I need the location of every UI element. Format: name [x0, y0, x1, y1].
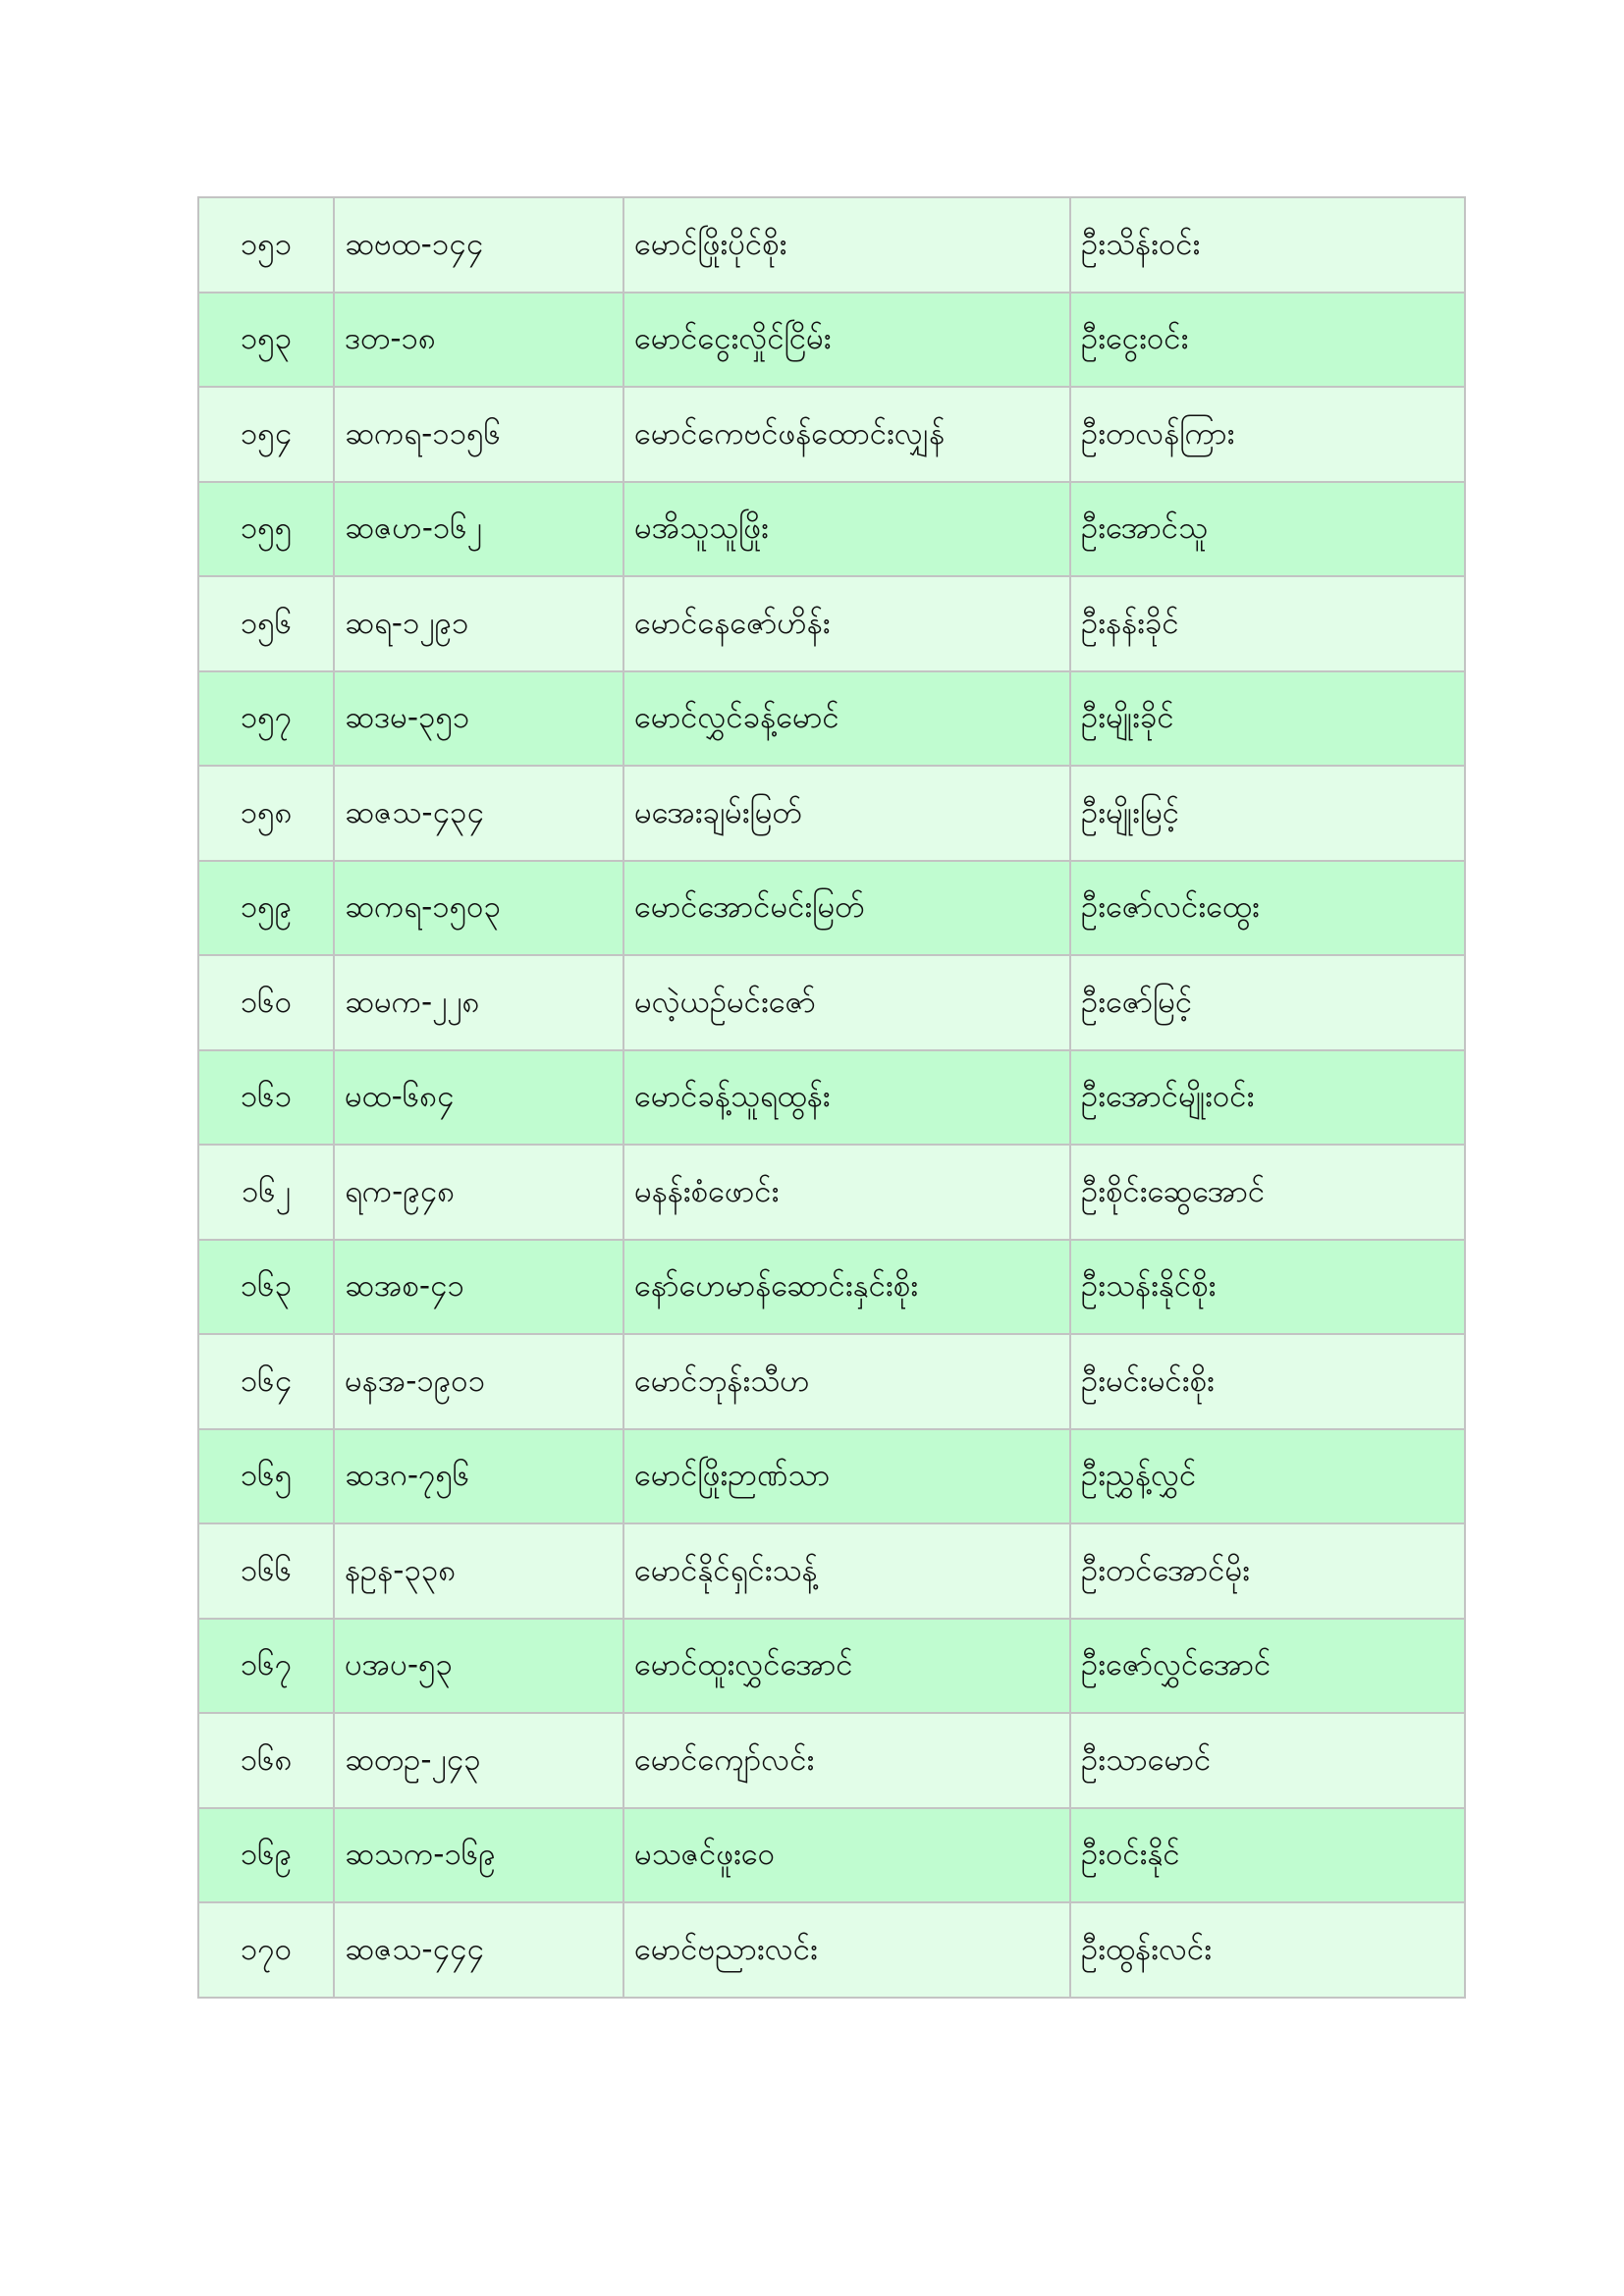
serial-number-cell: ၁၅၈	[198, 766, 334, 861]
table-row	[198, 861, 1465, 956]
table-row	[198, 197, 1465, 293]
roll-id-cell: ရက-၉၄၈	[334, 1145, 623, 1240]
roll-id-cell: ဆသက-၁၆၉	[334, 1808, 623, 1903]
father-name-cell: ဦးမျိုးခိုင်	[1070, 671, 1465, 767]
roll-id-cell: ဆမက-၂၂၈	[334, 955, 623, 1050]
student-name-cell: မောင်ထူးလွှင်အောင်	[623, 1619, 1070, 1714]
father-name-cell: ဦးဝင်းနိုင်	[1070, 1808, 1465, 1903]
table-row	[198, 1902, 1465, 1998]
table-body	[198, 197, 1465, 1998]
serial-number-cell: ၁၆၈	[198, 1713, 334, 1808]
table-row	[198, 1619, 1465, 1714]
student-name-cell: မောင်နိုင်ရှင်းသန့်	[623, 1523, 1070, 1619]
father-name-cell: ဦးဇော်လွှင်အောင်	[1070, 1619, 1465, 1714]
table-row	[198, 1523, 1465, 1619]
student-name-cell: နော်ဟေမာန်ဆောင်းနှင်းစိုး	[623, 1240, 1070, 1335]
roll-id-cell: ဆရ-၁၂၉၁	[334, 576, 623, 671]
serial-number-cell: ၁၆၄	[198, 1334, 334, 1429]
serial-number-cell: ၁၆၉	[198, 1808, 334, 1903]
roll-id-cell: မထ-၆၈၄	[334, 1050, 623, 1146]
father-name-cell: ဦးသာမောင်	[1070, 1713, 1465, 1808]
table-row	[198, 671, 1465, 767]
student-name-cell: မောင်အောင်မင်းမြတ်	[623, 861, 1070, 956]
table-row	[198, 1050, 1465, 1146]
student-name-cell: မလဲ့ယဉ်မင်းဇော်	[623, 955, 1070, 1050]
table-row	[198, 482, 1465, 577]
roll-id-cell: နဥန-၃၃၈	[334, 1523, 623, 1619]
table-row	[198, 293, 1465, 388]
student-name-cell: မောင်ဗညားလင်း	[623, 1902, 1070, 1998]
student-name-cell: မောင်လွှင်ခန့်မောင်	[623, 671, 1070, 767]
father-name-cell: ဦးသန်းနိုင်စိုး	[1070, 1240, 1465, 1335]
roll-id-cell: ဆအစ-၄၁	[334, 1240, 623, 1335]
father-name-cell: ဦးတလန်ကြား	[1070, 387, 1465, 482]
serial-number-cell: ၁၇၀	[198, 1902, 334, 1998]
student-name-cell: မသဇင်ဖူးဝေ	[623, 1808, 1070, 1903]
student-name-cell: မအိသူသူဖြိုး	[623, 482, 1070, 577]
serial-number-cell: ၁၅၉	[198, 861, 334, 956]
table-row	[198, 1808, 1465, 1903]
serial-number-cell: ၁၅၇	[198, 671, 334, 767]
father-name-cell: ဦးဇော်လင်းထွေး	[1070, 861, 1465, 956]
father-name-cell: ဦးသိန်းဝင်း	[1070, 197, 1465, 293]
table-row	[198, 1240, 1465, 1335]
serial-number-cell: ၁၆၃	[198, 1240, 334, 1335]
father-name-cell: ဦးမျိုးမြင့်	[1070, 766, 1465, 861]
serial-number-cell: ၁၅၁	[198, 197, 334, 293]
father-name-cell: ဦးတင်အောင်မိုး	[1070, 1523, 1465, 1619]
student-name-cell: မောင်ဖြိုးပိုင်စိုး	[623, 197, 1070, 293]
serial-number-cell: ၁၆၆	[198, 1523, 334, 1619]
serial-number-cell: ၁၅၅	[198, 482, 334, 577]
roll-id-cell: ဆဇသ-၄၃၄	[334, 766, 623, 861]
father-name-cell: ဦးအောင်မျိုးဝင်း	[1070, 1050, 1465, 1146]
roll-id-cell: ဆကရ-၁၅၀၃	[334, 861, 623, 956]
father-name-cell: ဦးထွန်းလင်း	[1070, 1902, 1465, 1998]
roll-id-cell: ဒတ-၁၈	[334, 293, 623, 388]
serial-number-cell: ၁၆၁	[198, 1050, 334, 1146]
roll-id-cell: ဆတဥ-၂၄၃	[334, 1713, 623, 1808]
student-name-cell: မောင်ဖြိုးဉာဏ်သာ	[623, 1429, 1070, 1524]
student-name-cell: မောင်နေဇော်ဟိန်း	[623, 576, 1070, 671]
table-row	[198, 576, 1465, 671]
student-name-cell: မနန်းစံဖောင်း	[623, 1145, 1070, 1240]
table-row	[198, 1334, 1465, 1429]
serial-number-cell: ၁၆၂	[198, 1145, 334, 1240]
student-name-cell: မအေးချမ်းမြတ်	[623, 766, 1070, 861]
roll-id-cell: ဆဒဂ-၇၅၆	[334, 1429, 623, 1524]
roll-id-cell: ဆဗထ-၁၄၄	[334, 197, 623, 293]
student-name-cell: မောင်ခန့်သူရထွန်း	[623, 1050, 1070, 1146]
table-row	[198, 1713, 1465, 1808]
table-row	[198, 1429, 1465, 1524]
name-list-table	[197, 196, 1466, 1999]
roll-id-cell: မနအ-၁၉၀၁	[334, 1334, 623, 1429]
roll-id-cell: ဆကရ-၁၁၅၆	[334, 387, 623, 482]
father-name-cell: ဦးနန်းခိုင်	[1070, 576, 1465, 671]
serial-number-cell: ၁၅၆	[198, 576, 334, 671]
student-name-cell: မောင်ငွေးလှိုင်ငြိမ်း	[623, 293, 1070, 388]
father-name-cell: ဦးစိုင်းဆွေအောင်	[1070, 1145, 1465, 1240]
student-name-cell: မောင်ဘုန်းသီဟ	[623, 1334, 1070, 1429]
father-name-cell: ဦးဇော်မြင့်	[1070, 955, 1465, 1050]
table-row	[198, 1145, 1465, 1240]
roll-id-cell: ဆဇသ-၄၄၄	[334, 1902, 623, 1998]
roll-id-cell: ဆဇဟ-၁၆၂	[334, 482, 623, 577]
roll-id-cell: ဆဒမ-၃၅၁	[334, 671, 623, 767]
serial-number-cell: ၁၆၇	[198, 1619, 334, 1714]
table-row	[198, 766, 1465, 861]
student-name-cell: မောင်ကျော်လင်း	[623, 1713, 1070, 1808]
student-name-cell: မောင်ကေဗင်ဖန်ထောင်းလျှန်	[623, 387, 1070, 482]
serial-number-cell: ၁၆၀	[198, 955, 334, 1050]
roll-id-cell: ပအပ-၅၃	[334, 1619, 623, 1714]
father-name-cell: ဦးမင်းမင်းစိုး	[1070, 1334, 1465, 1429]
table-row	[198, 387, 1465, 482]
father-name-cell: ဦးညွှန့်လွှင်	[1070, 1429, 1465, 1524]
serial-number-cell: ၁၅၃	[198, 293, 334, 388]
serial-number-cell: ၁၅၄	[198, 387, 334, 482]
father-name-cell: ဦးငွေးဝင်း	[1070, 293, 1465, 388]
serial-number-cell: ၁၆၅	[198, 1429, 334, 1524]
table-row	[198, 955, 1465, 1050]
father-name-cell: ဦးအောင်သူ	[1070, 482, 1465, 577]
